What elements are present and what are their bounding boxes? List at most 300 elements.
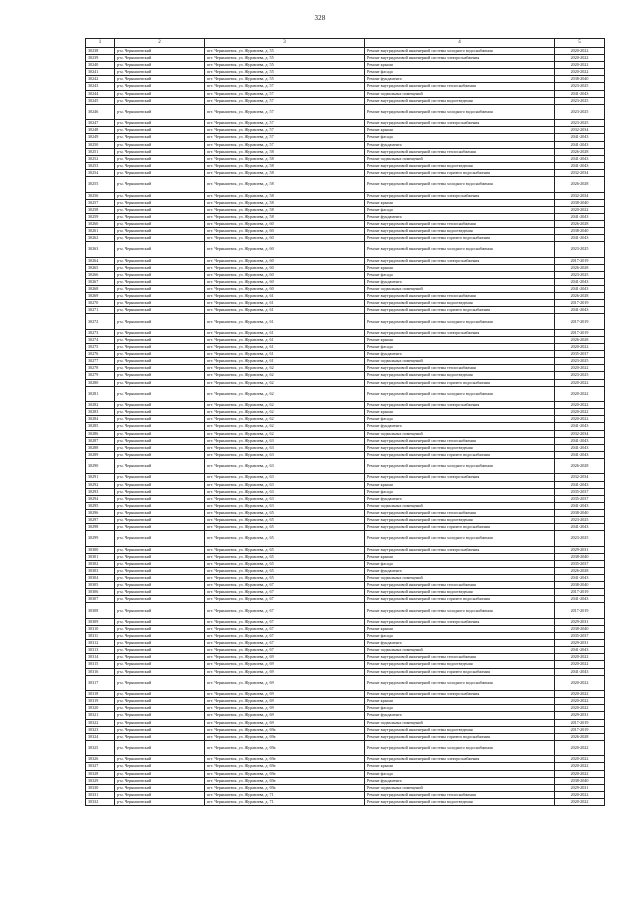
address-cell: пгт. Чернышевск, ул. Журавлева, д. 62 — [205, 409, 365, 416]
work-type-cell: Ремонт внутридомовой инженерной системы горячего водоснабжения — [365, 524, 555, 531]
period-cell: 2020-2022 — [555, 798, 605, 805]
district-cell: р-н. Чернышевский — [115, 141, 205, 148]
table-row — [86, 423, 605, 430]
address-cell: пгт. Чернышевск, ул. Журавлева, д. 60 — [205, 242, 365, 258]
table-row — [86, 531, 605, 547]
district-cell: р-н. Чернышевский — [115, 235, 205, 242]
table-row — [86, 640, 605, 647]
table-row — [86, 633, 605, 640]
table-row — [86, 372, 605, 379]
period-cell: 2020-2022 — [555, 654, 605, 661]
table-row — [86, 488, 605, 495]
period-cell: 2020-2022 — [555, 661, 605, 668]
table-row — [86, 524, 605, 531]
period-cell: 2026-2028 — [555, 177, 605, 193]
row-number-cell: 30286 — [86, 430, 115, 437]
row-number-cell: 30330 — [86, 784, 115, 791]
address-cell: пгт. Чернышевск, ул. Журавлева, д. 67 — [205, 582, 365, 589]
work-type-cell: Ремонт внутридомовой инженерной системы водоотведения — [365, 589, 555, 596]
district-cell: р-н. Чернышевский — [115, 626, 205, 633]
period-cell: 2017-2019 — [555, 257, 605, 264]
row-number-cell: 30327 — [86, 763, 115, 770]
work-type-cell: Ремонт внутридомовой инженерной системы водоотведения — [365, 300, 555, 307]
period-cell: 2023-2025 — [555, 104, 605, 120]
table-row — [86, 509, 605, 516]
district-cell: р-н. Чернышевский — [115, 169, 205, 176]
address-cell: пгт. Чернышевск, ул. Журавлева, д. 69а — [205, 784, 365, 791]
period-cell: 2017-2019 — [555, 589, 605, 596]
period-cell: 2041-2043 — [555, 90, 605, 97]
period-cell: 2023-2025 — [555, 271, 605, 278]
district-cell: р-н. Чернышевский — [115, 104, 205, 120]
work-type-cell: Ремонт внутридомовой инженерной системы горячего водоснабжения — [365, 733, 555, 740]
work-type-cell: Ремонт внутридомовой инженерной системы электроснабжения — [365, 691, 555, 698]
address-cell: пгт. Чернышевск, ул. Журавлева, д. 60 — [205, 278, 365, 285]
work-type-cell: Ремонт подвальных помещений — [365, 286, 555, 293]
table-row — [86, 402, 605, 409]
period-cell: 2041-2043 — [555, 596, 605, 603]
period-cell: 2026-2028 — [555, 148, 605, 155]
district-cell: р-н. Чернышевский — [115, 365, 205, 372]
period-cell: 2020-2022 — [555, 402, 605, 409]
period-cell: 2035-2037 — [555, 351, 605, 358]
period-cell: 2017-2019 — [555, 603, 605, 619]
row-number-cell: 30273 — [86, 329, 115, 336]
table-row — [86, 48, 605, 55]
work-type-cell: Ремонт подвальных помещений — [365, 155, 555, 162]
period-cell: 2020-2022 — [555, 386, 605, 402]
work-type-cell: Ремонт крыши — [365, 337, 555, 344]
work-type-cell: Ремонт фундамента — [365, 777, 555, 784]
row-number-cell: 30253 — [86, 162, 115, 169]
table-row — [86, 798, 605, 805]
district-cell: р-н. Чернышевский — [115, 307, 205, 314]
row-number-cell: 30290 — [86, 458, 115, 474]
address-cell: пгт. Чернышевск, ул. Журавлева, д. 61 — [205, 314, 365, 330]
address-cell: пгт. Чернышевск, ул. Журавлева, д. 69 — [205, 661, 365, 668]
district-cell: р-н. Чернышевский — [115, 444, 205, 451]
address-cell: пгт. Чернышевск, ул. Журавлева, д. 65 — [205, 516, 365, 523]
work-type-cell: Ремонт фасада — [365, 344, 555, 351]
work-type-cell: Ремонт фасада — [365, 206, 555, 213]
address-cell: пгт. Чернышевск, ул. Журавлева, д. 58 — [205, 155, 365, 162]
address-cell: пгт. Чернышевск, ул. Журавлева, д. 58 — [205, 162, 365, 169]
period-cell: 2026-2028 — [555, 264, 605, 271]
period-cell: 2041-2043 — [555, 278, 605, 285]
district-cell: р-н. Чернышевский — [115, 777, 205, 784]
district-cell: р-н. Чернышевский — [115, 502, 205, 509]
district-cell: р-н. Чернышевский — [115, 531, 205, 547]
period-cell: 2041-2043 — [555, 668, 605, 675]
address-cell: пгт. Чернышевск, ул. Журавлева, д. 69 — [205, 705, 365, 712]
district-cell: р-н. Чернышевский — [115, 127, 205, 134]
work-type-cell: Ремонт внутридомовой инженерной системы электроснабжения — [365, 120, 555, 127]
address-cell: пгт. Чернышевск, ул. Журавлева, д. 60 — [205, 235, 365, 242]
row-number-cell: 30321 — [86, 712, 115, 719]
table-row — [86, 307, 605, 314]
row-number-cell: 30299 — [86, 531, 115, 547]
page-number: 328 — [314, 14, 326, 22]
work-type-cell: Ремонт внутридомовой инженерной системы холодного водоснабжения — [365, 386, 555, 402]
address-cell: пгт. Чернышевск, ул. Журавлева, д. 61 — [205, 300, 365, 307]
address-cell: пгт. Чернышевск, ул. Журавлева, д. 65 — [205, 531, 365, 547]
work-type-cell: Ремонт внутридомовой инженерной системы водоотведения — [365, 444, 555, 451]
address-cell: пгт. Чернышевск, ул. Журавлева, д. 63 — [205, 502, 365, 509]
table-row — [86, 647, 605, 654]
period-cell: 2041-2043 — [555, 451, 605, 458]
work-type-cell: Ремонт фундамента — [365, 351, 555, 358]
address-cell: пгт. Чернышевск, ул. Журавлева, д. 63 — [205, 488, 365, 495]
district-cell: р-н. Чернышевский — [115, 474, 205, 481]
work-type-cell: Ремонт внутридомовой инженерной системы водоотведения — [365, 726, 555, 733]
district-cell: р-н. Чернышевский — [115, 603, 205, 619]
district-cell: р-н. Чернышевский — [115, 791, 205, 798]
address-cell: пгт. Чернышевск, ул. Журавлева, д. 58 — [205, 177, 365, 193]
district-cell: р-н. Чернышевский — [115, 784, 205, 791]
table-row — [86, 69, 605, 76]
table-row — [86, 481, 605, 488]
table-row — [86, 264, 605, 271]
table-row — [86, 712, 605, 719]
row-number-cell: 30279 — [86, 372, 115, 379]
district-cell: р-н. Чернышевский — [115, 62, 205, 69]
table-row — [86, 192, 605, 199]
table-row — [86, 668, 605, 675]
district-cell: р-н. Чернышевский — [115, 546, 205, 553]
table-row — [86, 474, 605, 481]
row-number-cell: 30241 — [86, 69, 115, 76]
table-row — [86, 444, 605, 451]
district-cell: р-н. Чернышевский — [115, 488, 205, 495]
table-row — [86, 55, 605, 62]
district-cell: р-н. Чернышевский — [115, 314, 205, 330]
period-cell: 2041-2043 — [555, 423, 605, 430]
work-type-cell: Ремонт фундамента — [365, 213, 555, 220]
row-number-cell: 30287 — [86, 437, 115, 444]
period-cell: 2035-2037 — [555, 633, 605, 640]
work-type-cell: Ремонт внутридомовой инженерной системы горячего водоснабжения — [365, 235, 555, 242]
row-number-cell: 30261 — [86, 227, 115, 234]
address-cell: пгт. Чернышевск, ул. Журавлева, д. 65 — [205, 524, 365, 531]
address-cell: пгт. Чернышевск, ул. Журавлева, д. 57 — [205, 120, 365, 127]
work-type-cell: Ремонт внутридомовой инженерной системы холодного водоснабжения — [365, 740, 555, 756]
period-cell: 2026-2028 — [555, 220, 605, 227]
address-cell: пгт. Чернышевск, ул. Журавлева, д. 61 — [205, 293, 365, 300]
row-number-cell: 30296 — [86, 509, 115, 516]
address-cell: пгт. Чернышевск, ул. Журавлева, д. 69 — [205, 691, 365, 698]
address-cell: пгт. Чернышевск, ул. Журавлева, д. 62 — [205, 423, 365, 430]
row-number-cell: 30249 — [86, 134, 115, 141]
table-row — [86, 560, 605, 567]
period-cell: 2038-2040 — [555, 76, 605, 83]
row-number-cell: 30304 — [86, 575, 115, 582]
period-cell: 2041-2043 — [555, 481, 605, 488]
work-type-cell: Ремонт внутридомовой инженерной системы электроснабжения — [365, 192, 555, 199]
row-number-cell: 30258 — [86, 206, 115, 213]
district-cell: р-н. Чернышевский — [115, 705, 205, 712]
row-number-cell: 30280 — [86, 379, 115, 386]
work-type-cell: Ремонт внутридомовой инженерной системы горячего водоснабжения — [365, 307, 555, 314]
table-row — [86, 437, 605, 444]
district-cell: р-н. Чернышевский — [115, 654, 205, 661]
district-cell: р-н. Чернышевский — [115, 712, 205, 719]
row-number-cell: 30270 — [86, 300, 115, 307]
column-header-period: 5 — [555, 39, 605, 48]
district-cell: р-н. Чернышевский — [115, 300, 205, 307]
district-cell: р-н. Чернышевский — [115, 155, 205, 162]
work-type-cell: Ремонт внутридомовой инженерной системы теплоснабжения — [365, 148, 555, 155]
district-cell: р-н. Чернышевский — [115, 372, 205, 379]
work-type-cell: Ремонт внутридомовой инженерной системы теплоснабжения — [365, 220, 555, 227]
table-row — [86, 740, 605, 756]
row-number-cell: 30332 — [86, 798, 115, 805]
table-row — [86, 458, 605, 474]
address-cell: пгт. Чернышевск, ул. Журавлева, д. 62 — [205, 379, 365, 386]
district-cell: р-н. Чернышевский — [115, 430, 205, 437]
period-cell: 2041-2043 — [555, 524, 605, 531]
address-cell: пгт. Чернышевск, ул. Журавлева, д. 69а — [205, 763, 365, 770]
table-row — [86, 661, 605, 668]
row-number-cell: 30324 — [86, 733, 115, 740]
period-cell: 2041-2043 — [555, 286, 605, 293]
address-cell: пгт. Чернышевск, ул. Журавлева, д. 58 — [205, 206, 365, 213]
row-number-cell: 30295 — [86, 502, 115, 509]
district-cell: р-н. Чернышевский — [115, 199, 205, 206]
row-number-cell: 30302 — [86, 560, 115, 567]
period-cell: 2020-2022 — [555, 756, 605, 763]
table-row — [86, 777, 605, 784]
district-cell: р-н. Чернышевский — [115, 509, 205, 516]
work-type-cell: Ремонт фундамента — [365, 495, 555, 502]
row-number-cell: 30328 — [86, 770, 115, 777]
work-type-cell: Ремонт крыши — [365, 199, 555, 206]
row-number-cell: 30297 — [86, 516, 115, 523]
row-number-cell: 30250 — [86, 141, 115, 148]
address-cell: пгт. Чернышевск, ул. Журавлева, д. 67 — [205, 647, 365, 654]
row-number-cell: 30278 — [86, 365, 115, 372]
work-type-cell: Ремонт крыши — [365, 264, 555, 271]
district-cell: р-н. Чернышевский — [115, 495, 205, 502]
row-number-cell: 30283 — [86, 409, 115, 416]
district-cell: р-н. Чернышевский — [115, 409, 205, 416]
table-row — [86, 300, 605, 307]
table-row — [86, 516, 605, 523]
address-cell: пгт. Чернышевск, ул. Журавлева, д. 58 — [205, 213, 365, 220]
period-cell: 2035-2037 — [555, 488, 605, 495]
work-type-cell: Ремонт внутридомовой инженерной системы электроснабжения — [365, 756, 555, 763]
period-cell: 2041-2043 — [555, 141, 605, 148]
table-row — [86, 90, 605, 97]
address-cell: пгт. Чернышевск, ул. Журавлева, д. 65 — [205, 567, 365, 574]
period-cell: 2023-2025 — [555, 83, 605, 90]
work-type-cell: Ремонт внутридомовой инженерной системы электроснабжения — [365, 546, 555, 553]
work-type-cell: Ремонт фасада — [365, 134, 555, 141]
table-row — [86, 567, 605, 574]
district-cell: р-н. Чернышевский — [115, 661, 205, 668]
district-cell: р-н. Чернышевский — [115, 257, 205, 264]
district-cell: р-н. Чернышевский — [115, 271, 205, 278]
period-cell: 2026-2028 — [555, 567, 605, 574]
address-cell: пгт. Чернышевск, ул. Журавлева, д. 62 — [205, 372, 365, 379]
work-type-cell: Ремонт внутридомовой инженерной системы электроснабжения — [365, 257, 555, 264]
row-number-cell: 30254 — [86, 169, 115, 176]
district-cell: р-н. Чернышевский — [115, 675, 205, 691]
row-number-cell: 30316 — [86, 668, 115, 675]
district-cell: р-н. Чернышевский — [115, 567, 205, 574]
row-number-cell: 30252 — [86, 155, 115, 162]
period-cell: 2029-2031 — [555, 784, 605, 791]
address-cell: пгт. Чернышевск, ул. Журавлева, д. 61 — [205, 344, 365, 351]
row-number-cell: 30257 — [86, 199, 115, 206]
row-number-cell: 30310 — [86, 626, 115, 633]
row-number-cell: 30239 — [86, 55, 115, 62]
table-row — [86, 495, 605, 502]
table-row — [86, 756, 605, 763]
period-cell: 2026-2028 — [555, 337, 605, 344]
table-row — [86, 575, 605, 582]
period-cell: 2020-2022 — [555, 698, 605, 705]
column-header-district: 2 — [115, 39, 205, 48]
period-cell: 2020-2022 — [555, 791, 605, 798]
district-cell: р-н. Чернышевский — [115, 227, 205, 234]
district-cell: р-н. Чернышевский — [115, 423, 205, 430]
address-cell: пгт. Чернышевск, ул. Журавлева, д. 69 — [205, 698, 365, 705]
address-cell: пгт. Чернышевск, ул. Журавлева, д. 57 — [205, 83, 365, 90]
address-cell: пгт. Чернышевск, ул. Журавлева, д. 71 — [205, 798, 365, 805]
row-number-cell: 30288 — [86, 444, 115, 451]
period-cell: 2020-2022 — [555, 206, 605, 213]
address-cell: пгт. Чернышевск, ул. Журавлева, д. 71 — [205, 791, 365, 798]
address-cell: пгт. Чернышевск, ул. Журавлева, д. 58 — [205, 199, 365, 206]
row-number-cell: 30312 — [86, 640, 115, 647]
period-cell: 2020-2022 — [555, 770, 605, 777]
row-number-cell: 30314 — [86, 654, 115, 661]
address-cell: пгт. Чернышевск, ул. Журавлева, д. 69 — [205, 712, 365, 719]
address-cell: пгт. Чернышевск, ул. Журавлева, д. 63 — [205, 444, 365, 451]
header-row — [86, 39, 605, 48]
work-type-cell: Ремонт фундамента — [365, 423, 555, 430]
period-cell: 2023-2025 — [555, 97, 605, 104]
district-cell: р-н. Чернышевский — [115, 691, 205, 698]
table-row — [86, 675, 605, 691]
address-cell: пгт. Чернышевск, ул. Журавлева, д. 69а — [205, 740, 365, 756]
work-type-cell: Ремонт внутридомовой инженерной системы электроснабжения — [365, 329, 555, 336]
table-row — [86, 596, 605, 603]
row-number-cell: 30263 — [86, 242, 115, 258]
district-cell: р-н. Чернышевский — [115, 481, 205, 488]
address-cell: пгт. Чернышевск, ул. Журавлева, д. 58 — [205, 169, 365, 176]
row-number-cell: 30238 — [86, 48, 115, 55]
address-cell: пгт. Чернышевск, ул. Журавлева, д. 69 — [205, 719, 365, 726]
district-cell: р-н. Чернышевский — [115, 719, 205, 726]
work-type-cell: Ремонт фасада — [365, 705, 555, 712]
work-type-cell: Ремонт крыши — [365, 62, 555, 69]
district-cell: р-н. Чернышевский — [115, 192, 205, 199]
district-cell: р-н. Чернышевский — [115, 278, 205, 285]
district-cell: р-н. Чернышевский — [115, 48, 205, 55]
row-number-cell: 30267 — [86, 278, 115, 285]
table-row — [86, 213, 605, 220]
district-cell: р-н. Чернышевский — [115, 740, 205, 756]
address-cell: пгт. Чернышевск, ул. Журавлева, д. 67 — [205, 618, 365, 625]
column-header-address: 3 — [205, 39, 365, 48]
district-cell: р-н. Чернышевский — [115, 640, 205, 647]
row-number-cell: 30329 — [86, 777, 115, 784]
row-number-cell: 30292 — [86, 481, 115, 488]
work-type-cell: Ремонт крыши — [365, 481, 555, 488]
address-cell: пгт. Чернышевск, ул. Журавлева, д. 69а — [205, 777, 365, 784]
work-type-cell: Ремонт внутридомовой инженерной системы водоотведения — [365, 372, 555, 379]
period-cell: 2017-2019 — [555, 719, 605, 726]
district-cell: р-н. Чернышевский — [115, 76, 205, 83]
table-body — [86, 48, 605, 806]
address-cell: пгт. Чернышевск, ул. Журавлева, д. 69 — [205, 654, 365, 661]
address-cell: пгт. Чернышевск, ул. Журавлева, д. 55 — [205, 76, 365, 83]
work-type-cell: Ремонт внутридомовой инженерной системы водоотведения — [365, 798, 555, 805]
address-cell: пгт. Чернышевск, ул. Журавлева, д. 69 — [205, 675, 365, 691]
work-type-cell: Ремонт крыши — [365, 409, 555, 416]
table-row — [86, 242, 605, 258]
district-cell: р-н. Чернышевский — [115, 798, 205, 805]
address-cell: пгт. Чернышевск, ул. Журавлева, д. 63 — [205, 481, 365, 488]
period-cell: 2041-2043 — [555, 235, 605, 242]
address-cell: пгт. Чернышевск, ул. Журавлева, д. 62 — [205, 365, 365, 372]
table-row — [86, 430, 605, 437]
address-cell: пгт. Чернышевск, ул. Журавлева, д. 63 — [205, 437, 365, 444]
address-cell: пгт. Чернышевск, ул. Журавлева, д. 65 — [205, 575, 365, 582]
address-cell: пгт. Чернышевск, ул. Журавлева, д. 62 — [205, 402, 365, 409]
district-cell: р-н. Чернышевский — [115, 242, 205, 258]
district-cell: р-н. Чернышевский — [115, 344, 205, 351]
table-row — [86, 784, 605, 791]
period-cell: 2035-2037 — [555, 495, 605, 502]
district-cell: р-н. Чернышевский — [115, 134, 205, 141]
district-cell: р-н. Чернышевский — [115, 293, 205, 300]
work-type-cell: Ремонт фундамента — [365, 141, 555, 148]
row-number-cell: 30277 — [86, 358, 115, 365]
row-number-cell: 30275 — [86, 344, 115, 351]
work-type-cell: Ремонт подвальных помещений — [365, 430, 555, 437]
row-number-cell: 30291 — [86, 474, 115, 481]
period-cell: 2020-2022 — [555, 69, 605, 76]
work-type-cell: Ремонт подвальных помещений — [365, 358, 555, 365]
work-type-cell: Ремонт крыши — [365, 763, 555, 770]
row-number-cell: 30272 — [86, 314, 115, 330]
row-number-cell: 30300 — [86, 546, 115, 553]
address-cell: пгт. Чернышевск, ул. Журавлева, д. 61 — [205, 337, 365, 344]
table-row — [86, 337, 605, 344]
table-row — [86, 76, 605, 83]
table-header — [86, 39, 605, 48]
period-cell: 2038-2040 — [555, 227, 605, 234]
works-register-table — [85, 38, 605, 806]
table-row — [86, 206, 605, 213]
district-cell: р-н. Чернышевский — [115, 596, 205, 603]
period-cell: 2017-2019 — [555, 314, 605, 330]
address-cell: пгт. Чернышевск, ул. Журавлева, д. 63 — [205, 451, 365, 458]
table-row — [86, 134, 605, 141]
district-cell: р-н. Чернышевский — [115, 763, 205, 770]
address-cell: пгт. Чернышевск, ул. Журавлева, д. 69а — [205, 733, 365, 740]
work-type-cell: Ремонт внутридомовой инженерной системы холодного водоснабжения — [365, 458, 555, 474]
row-number-cell: 30305 — [86, 582, 115, 589]
period-cell: 2020-2022 — [555, 365, 605, 372]
address-cell: пгт. Чернышевск, ул. Журавлева, д. 67 — [205, 626, 365, 633]
period-cell: 2041-2043 — [555, 213, 605, 220]
table-row — [86, 409, 605, 416]
address-cell: пгт. Чернышевск, ул. Журавлева, д. 55 — [205, 62, 365, 69]
row-number-cell: 30323 — [86, 726, 115, 733]
